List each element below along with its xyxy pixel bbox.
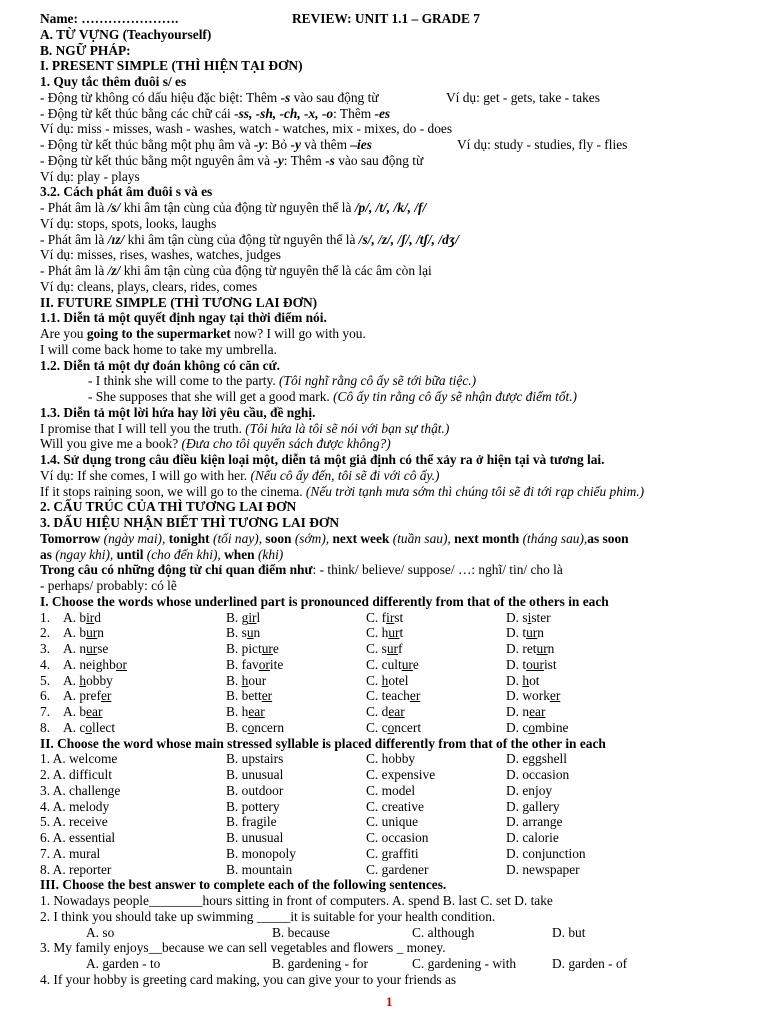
underlined-part: er <box>261 688 273 704</box>
signs-text-run: when <box>224 546 255 562</box>
question-number: 3. <box>40 641 51 656</box>
exercise1-heading: I. Choose the words whose underlined part is pronounced differently from that of the others in each <box>40 593 609 609</box>
word-part: ncern <box>254 719 285 735</box>
usage3-line1: I promise that I will tell you the truth. (Tôi hứa là tôi sẽ nói với bạn sự thật.) <box>40 420 450 436</box>
question-2: 2. I think you should take up swimming _____it is suitable for your health condition. <box>40 908 496 924</box>
exercise2-heading: II. Choose the word whose main stressed syllable is placed differently from that of the other in each <box>40 735 606 751</box>
option[interactable]: A. so <box>86 924 115 940</box>
option[interactable]: B. because <box>272 924 331 940</box>
underlined-part: ur <box>401 656 413 672</box>
signs-text-run: until <box>116 546 144 562</box>
rule1-example2: Ví dụ: miss - misses, wash - washes, watch - watches, mix - mixes, do - does <box>40 121 453 137</box>
section-a-heading: A. TỪ VỰNG (Teachyourself) <box>40 26 212 42</box>
answer-option[interactable]: D. occasion <box>506 767 570 782</box>
word-part: n <box>547 641 555 656</box>
question-4: 4. If your hobby is greeting card making, you can give your to your friends as <box>40 971 457 987</box>
option[interactable]: A. garden - to <box>86 956 161 971</box>
usage4-line1: Ví dụ: If she comes, I will go with her. (Nếu cô ấy đến, tôi sẽ đi với cô ấy.) <box>40 467 440 483</box>
answer-option[interactable]: D. newspaper <box>506 861 580 877</box>
usage2-line1: - I think she will come to the party. (Tôi nghĩ rằng cô ấy sẽ tới bữa tiệc.) <box>88 373 477 389</box>
word-part: B. c <box>226 719 248 735</box>
answer-option[interactable]: 5. A. receive <box>40 814 108 830</box>
answer-option[interactable]: D. calorie <box>506 830 559 845</box>
underlined-part: ur <box>386 641 398 656</box>
answer-option[interactable] <box>40 625 226 641</box>
question-3-options <box>40 956 768 972</box>
answer-option[interactable] <box>506 625 706 641</box>
word-part: t <box>399 625 404 641</box>
answer-option[interactable] <box>506 704 706 720</box>
answer-option[interactable]: C. creative <box>366 798 424 814</box>
underlined-part: ir <box>386 609 395 625</box>
page-number: 1 <box>386 994 393 1009</box>
word-part: our <box>248 672 267 688</box>
word-part: ot <box>529 672 540 688</box>
underlined-part: o <box>247 719 255 735</box>
answer-option[interactable] <box>506 657 706 673</box>
underlined-part: ear <box>248 704 265 719</box>
word-part: D. <box>506 672 523 688</box>
underlined-part: er <box>549 688 561 704</box>
answer-option[interactable] <box>506 641 706 657</box>
answer-option[interactable] <box>226 673 366 689</box>
worksheet-title: REVIEW: UNIT 1.1 – GRADE 7 <box>292 11 480 26</box>
usage2-heading: 1.2. Diễn tả một dự đoán không có căn cứ. <box>40 357 281 373</box>
answer-option[interactable] <box>40 673 226 689</box>
usage4-line2: If it stops raining soon, we will go to the cinema. (Nếu trời tạnh mưa sớm thì chúng tôi sẽ đi tới rạp chiếu phim.) <box>40 483 645 499</box>
word-part: n <box>537 625 544 641</box>
answer-option[interactable]: 4. A. melody <box>40 798 110 814</box>
question-number: 8. <box>40 719 51 735</box>
word-part: C. f <box>366 609 387 625</box>
answer-option[interactable] <box>366 688 506 704</box>
present-simple-heading: I. PRESENT SIMPLE (THÌ HIỆN TẠI ĐƠN) <box>40 58 303 74</box>
word-part: D. n <box>506 704 530 719</box>
answer-option[interactable] <box>506 688 706 704</box>
underlined-part: ur <box>86 625 98 641</box>
word-part: C. teach <box>366 688 410 704</box>
rule2-line3: - Phát âm là /z/ khi âm tận cùng của động từ nguyên thể là các âm còn lại <box>40 263 432 278</box>
answer-option[interactable]: D. conjunction <box>506 845 586 861</box>
word-part: D. t <box>506 656 527 672</box>
answer-option[interactable]: D. enjoy <box>506 782 553 798</box>
word-part: A. b <box>63 704 87 719</box>
rule1-line3: - Động từ kết thúc bằng một phụ âm và -y: Bỏ -y và thêm –ies Ví dụ: study - studies, fly - flies <box>40 137 628 152</box>
signs-line4: - perhaps/ probably: có lẽ <box>40 578 177 593</box>
signs-text-run: (khi) <box>254 546 284 562</box>
word-part: st <box>394 609 404 625</box>
exercise1-row <box>40 610 768 626</box>
answer-option[interactable]: 1. A. welcome <box>40 751 118 767</box>
usage4-heading: 1.4. Sử dụng trong câu điều kiện loại một, diễn tả một giả định có thể xảy ra ở hiện tại và tương lai. <box>40 452 605 467</box>
underlined-part: h <box>241 672 249 688</box>
option[interactable]: C. although <box>412 924 475 940</box>
word-part: llect <box>92 719 116 735</box>
exercise2-list <box>40 751 768 877</box>
usage1-heading: 1.1. Diễn tả một quyết định ngay tại thời điểm nói. <box>40 310 327 326</box>
underlined-part: our <box>526 656 544 672</box>
answer-option[interactable]: B. monopoly <box>226 845 296 861</box>
signs-line1 <box>40 531 768 547</box>
answer-option[interactable] <box>226 610 366 626</box>
word-part: D. c <box>506 719 529 735</box>
word-part: A. b <box>63 609 87 625</box>
question-number: 2. <box>40 625 51 641</box>
word-part: A. neighb <box>63 656 116 672</box>
word-part: A. n <box>63 641 87 656</box>
answer-option[interactable] <box>226 625 366 641</box>
answer-option[interactable] <box>506 610 706 626</box>
rule2-heading: 3.2. Cách phát âm đuôi s và es <box>40 184 213 200</box>
answer-option[interactable]: B. outdoor <box>226 782 284 798</box>
underlined-part: ur <box>261 641 273 656</box>
usage2-line2: - She supposes that she will get a good mark. (Cô ấy tin rằng cô ấy sẽ nhận được điểm tốt.) <box>88 389 578 404</box>
word-part: l <box>256 609 261 625</box>
underlined-part: or <box>258 656 270 672</box>
underlined-part: er <box>409 688 421 704</box>
option[interactable]: B. gardening - for <box>272 956 368 971</box>
rule2-example1: Ví dụ: stops, spots, looks, laughs <box>40 215 217 231</box>
word-part: C. h <box>366 625 389 641</box>
word-part: B. pict <box>226 641 262 656</box>
signs-text-run: as <box>40 546 52 562</box>
question-3: 3. My family enjoys__because we can sell vegetables and flowers _ money. <box>40 940 446 956</box>
usage3-heading: 1.3. Diễn tả một lời hứa hay lời yêu cầu, đề nghị. <box>40 404 316 420</box>
underlined-part: ear <box>529 704 546 719</box>
answer-option[interactable] <box>40 688 226 704</box>
underlined-part: h <box>79 672 87 688</box>
underlined-part: o <box>85 719 93 735</box>
underlined-part: ear <box>86 704 103 719</box>
exercise1-row <box>40 720 768 736</box>
word-part: C. <box>366 672 382 688</box>
question-2-options <box>40 925 768 941</box>
option[interactable]: D. garden - of <box>552 956 628 971</box>
word-part: n <box>97 625 104 641</box>
future-simple-heading: II. FUTURE SIMPLE (THÌ TƯƠNG LAI ĐƠN) <box>40 294 318 310</box>
signs-text-run: (cho đến khi), <box>143 546 225 562</box>
word-part: e <box>272 641 279 656</box>
answer-option[interactable] <box>40 720 226 736</box>
answer-option[interactable] <box>506 720 706 736</box>
usage3-line2: Will you give me a book? (Đưa cho tôi quyển sách được không?) <box>40 436 391 452</box>
word-part: mbine <box>535 719 569 735</box>
word-part: B. fav <box>226 656 259 672</box>
signs-line2 <box>40 547 768 563</box>
underlined-part: ear <box>388 704 405 719</box>
option[interactable]: C. gardening - with <box>412 956 517 971</box>
question-number: 7. <box>40 704 51 719</box>
signs-text-run: (sớm), <box>291 530 333 546</box>
exercise1-row <box>40 641 768 657</box>
underlined-part: ur <box>86 641 98 656</box>
word-part: B. bett <box>226 688 262 704</box>
answer-option[interactable] <box>366 720 506 736</box>
signs-text-run: next month <box>454 530 520 546</box>
signs-text-run: (ngay khi), <box>51 546 117 562</box>
answer-option[interactable] <box>226 641 366 657</box>
signs-text-run: (ngày mai), <box>100 530 169 546</box>
answer-option[interactable]: C. gardener <box>366 861 429 877</box>
rule2-example3: Ví dụ: cleans, plays, clears, rides, comes <box>40 278 258 294</box>
exercise2-row <box>40 830 768 846</box>
underlined-part: h <box>381 672 389 688</box>
underlined-part: ur <box>526 625 538 641</box>
word-part: C. cult <box>366 656 402 672</box>
answer-option[interactable] <box>366 610 506 626</box>
exercise2-row <box>40 767 768 783</box>
answer-option[interactable] <box>40 641 226 657</box>
word-part: ster <box>531 609 551 625</box>
exercise1-list <box>40 610 768 736</box>
word-part: D. s <box>506 609 528 625</box>
exercise2-row <box>40 783 768 799</box>
word-part: B. g <box>226 609 249 625</box>
answer-option[interactable] <box>366 625 506 641</box>
word-part: A. c <box>63 719 86 735</box>
question-number: 4. <box>40 656 51 672</box>
underlined-part: ur <box>388 625 400 641</box>
underlined-part: er <box>100 688 112 704</box>
exercise1-row <box>40 673 768 689</box>
answer-option[interactable] <box>226 720 366 736</box>
signs-text-run: soon <box>265 530 292 546</box>
option[interactable]: D. but <box>552 924 586 940</box>
word-part: obby <box>86 672 113 688</box>
structure-heading: 2. CẤU TRÚC CỦA THÌ TƯƠNG LAI ĐƠN <box>40 499 297 515</box>
signs-text-run: (tuần sau), <box>389 530 455 546</box>
underlined-part: o <box>387 719 395 735</box>
answer-option[interactable]: 7. A. mural <box>40 845 101 861</box>
answer-option[interactable]: B. fragile <box>226 814 277 830</box>
exercise1-row <box>40 657 768 673</box>
answer-option[interactable] <box>366 704 506 720</box>
question-number: 1. <box>40 609 51 625</box>
rule1-line1-example: Ví dụ: get - gets, take - takes <box>446 89 600 105</box>
underlined-part: i <box>527 609 532 625</box>
signs-text-run: (tháng sau), <box>519 530 588 546</box>
answer-option[interactable] <box>40 657 226 673</box>
answer-option[interactable]: C. occasion <box>366 830 429 845</box>
exercise2-row <box>40 799 768 815</box>
word-part: C. c <box>366 719 388 735</box>
exercise2-row <box>40 846 768 862</box>
word-part: D. ret <box>506 641 537 656</box>
answer-option[interactable] <box>366 657 506 673</box>
answer-option[interactable]: B. mountain <box>226 861 293 877</box>
word-part: f <box>398 641 403 656</box>
word-part: se <box>97 641 109 656</box>
word-part: C. d <box>366 704 389 719</box>
signs-text-run: (tối nay), <box>209 530 266 546</box>
usage1-line2: I will come back home to take my umbrella. <box>40 341 277 357</box>
answer-option[interactable]: 6. A. essential <box>40 830 116 845</box>
answer-option[interactable]: B. pottery <box>226 798 280 814</box>
underlined-part: u <box>246 625 254 641</box>
answer-option[interactable]: B. unusual <box>226 830 284 845</box>
word-part: ite <box>269 656 284 672</box>
underlined-part: or <box>115 656 127 672</box>
answer-option[interactable]: C. expensive <box>366 767 436 782</box>
exercise2-row <box>40 751 768 767</box>
name-field-label: Name: …………………. <box>40 11 179 26</box>
rule2-line2: - Phát âm là /ɪz/ khi âm tận cùng của động từ nguyên thể là /s/, /z/, /ʃ/, /tʃ/, /dʒ/ <box>40 231 459 247</box>
word-part: B. s <box>226 625 247 641</box>
answer-option[interactable]: C. hobby <box>366 751 416 767</box>
exercise1-row <box>40 688 768 704</box>
rule1-line1: - Động từ không có dấu hiệu đặc biệt: Thêm -s vào sau động từ Ví dụ: get - gets, take - takes <box>40 89 600 105</box>
word-part: A. pref <box>63 688 101 704</box>
word-part: A. b <box>63 625 87 641</box>
underlined-part: ur <box>536 641 548 656</box>
rule1-line3-example: Ví dụ: study - studies, fly - flies <box>457 137 628 152</box>
answer-option[interactable]: D. arrange <box>506 814 563 830</box>
answer-option[interactable]: B. unusual <box>226 767 284 782</box>
signs-heading: 3. DẤU HIỆU NHẬN BIẾT THÌ TƯƠNG LAI ĐƠN <box>40 515 339 530</box>
word-part: C. s <box>366 641 387 656</box>
question-number: 6. <box>40 688 51 704</box>
answer-option[interactable]: D. gallery <box>506 798 560 814</box>
rule1-example4: Ví dụ: play - plays <box>40 168 140 184</box>
answer-option[interactable]: 8. A. reporter <box>40 861 112 877</box>
answer-option[interactable] <box>226 688 366 704</box>
underlined-part: ir <box>86 609 95 625</box>
word-part: D. t <box>506 625 527 641</box>
underlined-part: o <box>528 719 536 735</box>
answer-option[interactable]: C. model <box>366 782 416 798</box>
exercise2-row <box>40 862 768 878</box>
answer-option[interactable]: C. unique <box>366 814 419 830</box>
exercise1-row <box>40 704 768 720</box>
underlined-part: ir <box>248 609 257 625</box>
word-part: d <box>94 609 101 625</box>
word-part: otel <box>388 672 409 688</box>
word-part: B. h <box>226 704 249 719</box>
word-part: ist <box>543 656 557 672</box>
underlined-part: h <box>522 672 530 688</box>
rule1-heading: 1. Quy tắc thêm đuôi s/ es <box>40 74 187 89</box>
signs-line3: Trong câu có những động từ chỉ quan điểm như: - think/ believe/ suppose/ …: nghĩ/ tin/ cho là <box>40 562 563 578</box>
exercise2-row <box>40 814 768 830</box>
exercise3-heading: III. Choose the best answer to complete each of the following sentences. <box>40 877 447 893</box>
signs-text-run: next week <box>332 530 390 546</box>
section-b-heading: B. NGỮ PHÁP: <box>40 42 131 58</box>
answer-option[interactable]: 3. A. challenge <box>40 782 121 798</box>
answer-option[interactable]: 2. A. difficult <box>40 767 112 782</box>
answer-option[interactable] <box>506 673 706 689</box>
answer-option[interactable]: D. eggshell <box>506 751 567 767</box>
rule2-line1: - Phát âm là /s/ khi âm tận cùng của động từ nguyên thể là /p/, /t/, /k/, /f/ <box>40 200 427 215</box>
word-part: A. <box>63 672 80 688</box>
rule1-line2: - Động từ kết thúc bằng các chữ cái -ss, -sh, -ch, -x, -o: Thêm -es <box>40 105 391 121</box>
word-part: B. <box>226 672 242 688</box>
answer-option[interactable] <box>40 704 226 720</box>
answer-option[interactable] <box>366 673 506 689</box>
question-1: 1. Nowadays people________hours sitting in front of computers. A. spend B. last C. set D. take <box>40 893 553 908</box>
rule2-example2: Ví dụ: misses, rises, washes, watches, judges <box>40 247 281 263</box>
answer-option[interactable] <box>40 610 226 626</box>
word-part: n <box>253 625 261 641</box>
answer-option[interactable] <box>226 657 366 673</box>
answer-option[interactable] <box>366 641 506 657</box>
question-number: 5. <box>40 672 51 688</box>
answer-option[interactable]: C. graffiti <box>366 845 419 861</box>
header <box>40 11 768 27</box>
signs-text-run: as soon <box>587 530 629 546</box>
answer-option[interactable] <box>226 704 366 720</box>
rule1-line4: - Động từ kết thúc bằng một nguyên âm và -y: Thêm -s vào sau động từ <box>40 152 424 168</box>
signs-text-run: tonight <box>168 530 210 546</box>
signs-text-run: Tomorrow <box>40 530 101 546</box>
word-part: ncert <box>394 719 422 735</box>
usage1-line1: Are you going to the supermarket now? I will go with you. <box>40 326 366 341</box>
word-part: e <box>412 656 419 672</box>
word-part: D. work <box>506 688 550 704</box>
answer-option[interactable]: B. upstairs <box>226 751 284 767</box>
exercise1-row <box>40 625 768 641</box>
